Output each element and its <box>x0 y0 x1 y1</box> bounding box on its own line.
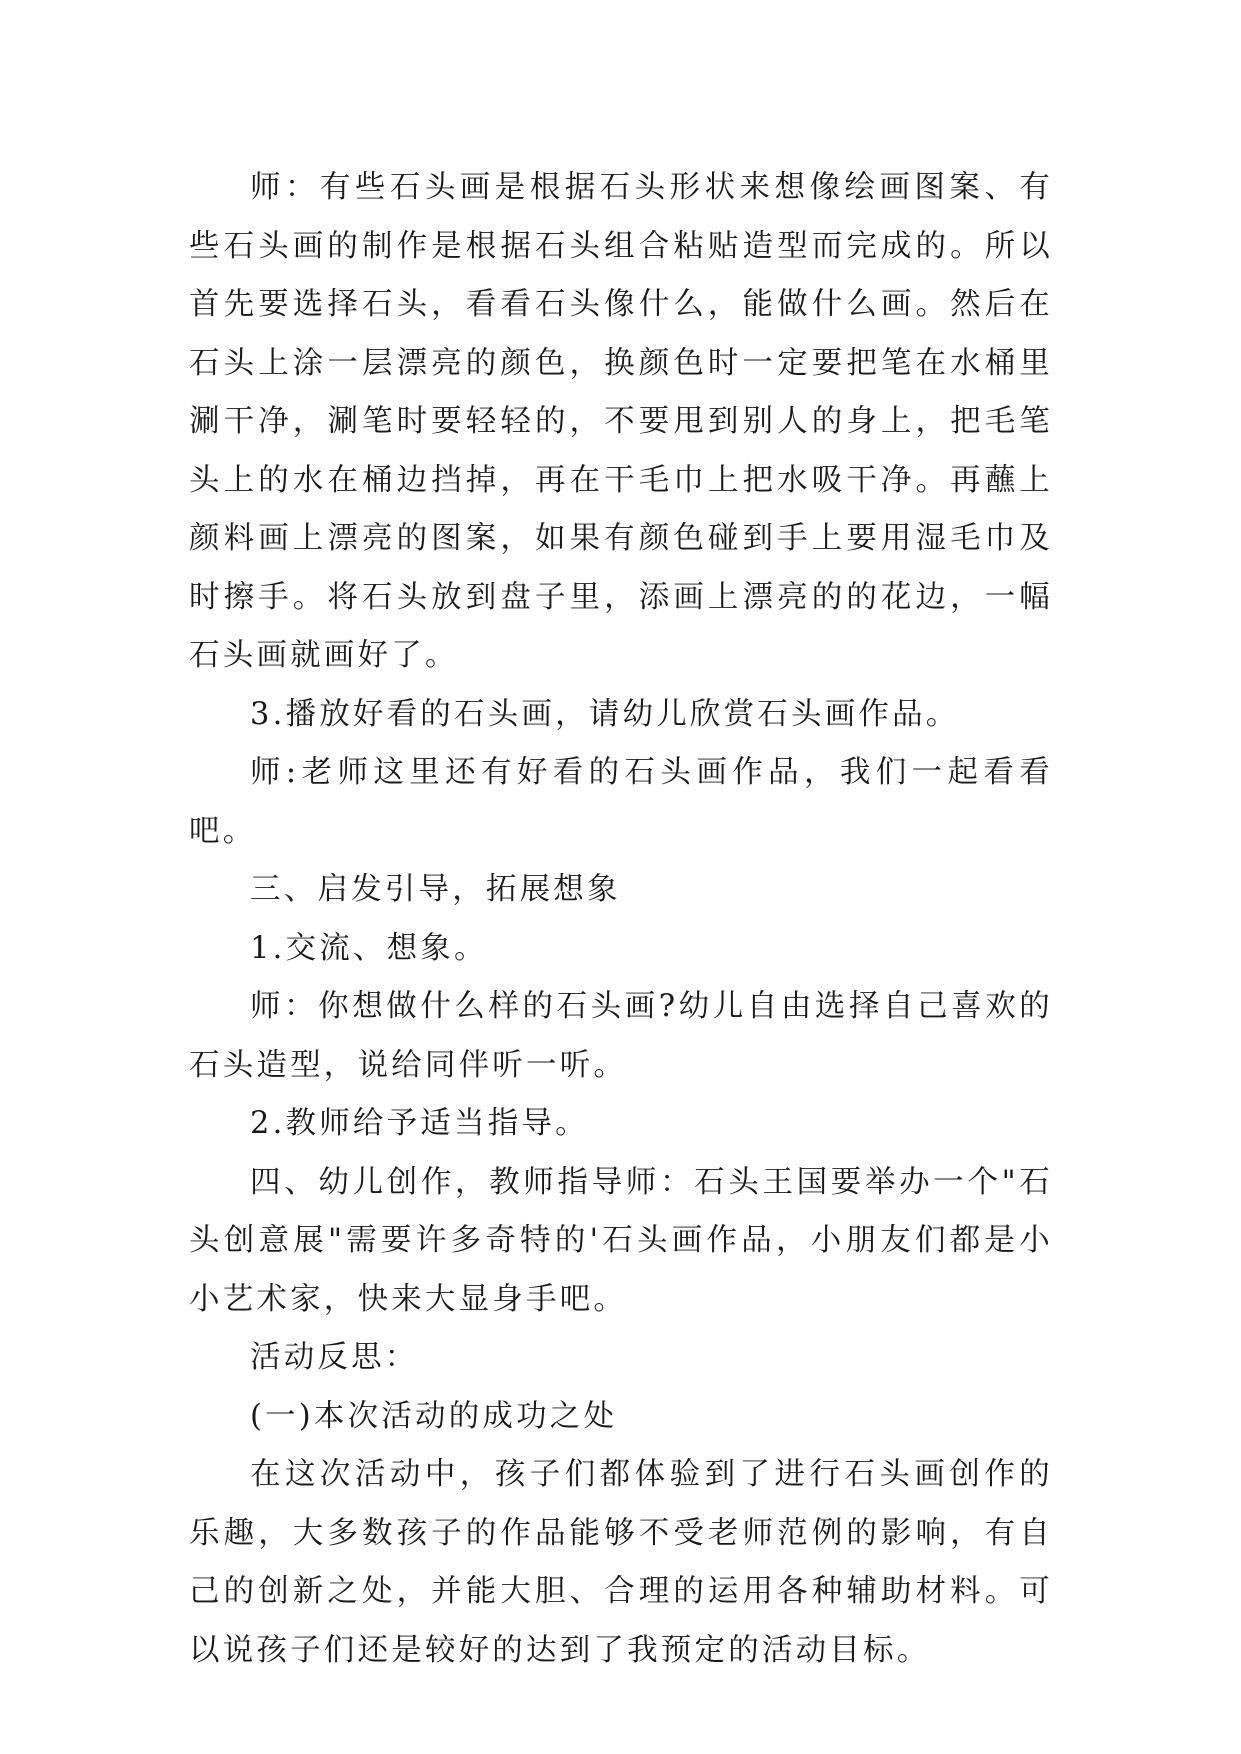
reflection-paragraph: 在这次活动中，孩子们都体验到了进行石头画创作的乐趣，大多数孩子的作品能够不受老师范例的影响，有自己的创新之处，并能大胆、合理的运用各种辅助材料。可以说孩子们还是较好的达到了我预定的活动目标。 <box>189 1457 1053 1668</box>
paragraph-teacher-question: 师：你想做什么样的石头画?幼儿自由选择自己喜欢的石头造型，说给同伴听一听。 <box>189 989 1053 1083</box>
paragraph-teacher-instructions: 师：有些石头画是根据石头形状来想像绘画图案、有些石头画的制作是根据石头组合粘贴造型而完成的。所以首先要选择石头，看看石头像什么，能做什么画。然后在石头上涂一层漂亮的颜色，换颜色时一定要把笔在水桶里涮干净，涮笔时要轻轻的，不要甩到别人的身上，把毛笔头上的水在桶边挡掉，再在干毛巾上把水吸干净。再蘸上颜料画上漂亮的图案，如果有颜色碰到手上要用湿毛巾及时擦手。将石头放到盘子里，添画上漂亮的的花边，一幅石头画就画好了。 <box>189 170 1053 673</box>
paragraph-step-3: 3.播放好看的石头画，请幼儿欣赏石头画作品。 <box>250 696 960 732</box>
reflection-subheading: (一)本次活动的成功之处 <box>250 1398 618 1434</box>
section-heading-4: 四、幼儿创作，教师指导师：石头王国要举办一个"石头创意展"需要许多奇特的'石头画作品，小朋友们都是小小艺术家，快来大显身手吧。 <box>189 1164 1053 1317</box>
reflection-heading: 活动反思： <box>250 1340 419 1375</box>
document-body <box>189 159 1053 1680</box>
paragraph-step-2: 2.教师给予适当指导。 <box>250 1106 589 1141</box>
paragraph-step-1: 1.交流、想象。 <box>250 930 488 966</box>
section-heading-3: 三、启发引导，拓展想象 <box>250 872 621 907</box>
paragraph-teacher-show-works: 师:老师这里还有好看的石头画作品，我们一起看看吧。 <box>189 755 1053 849</box>
